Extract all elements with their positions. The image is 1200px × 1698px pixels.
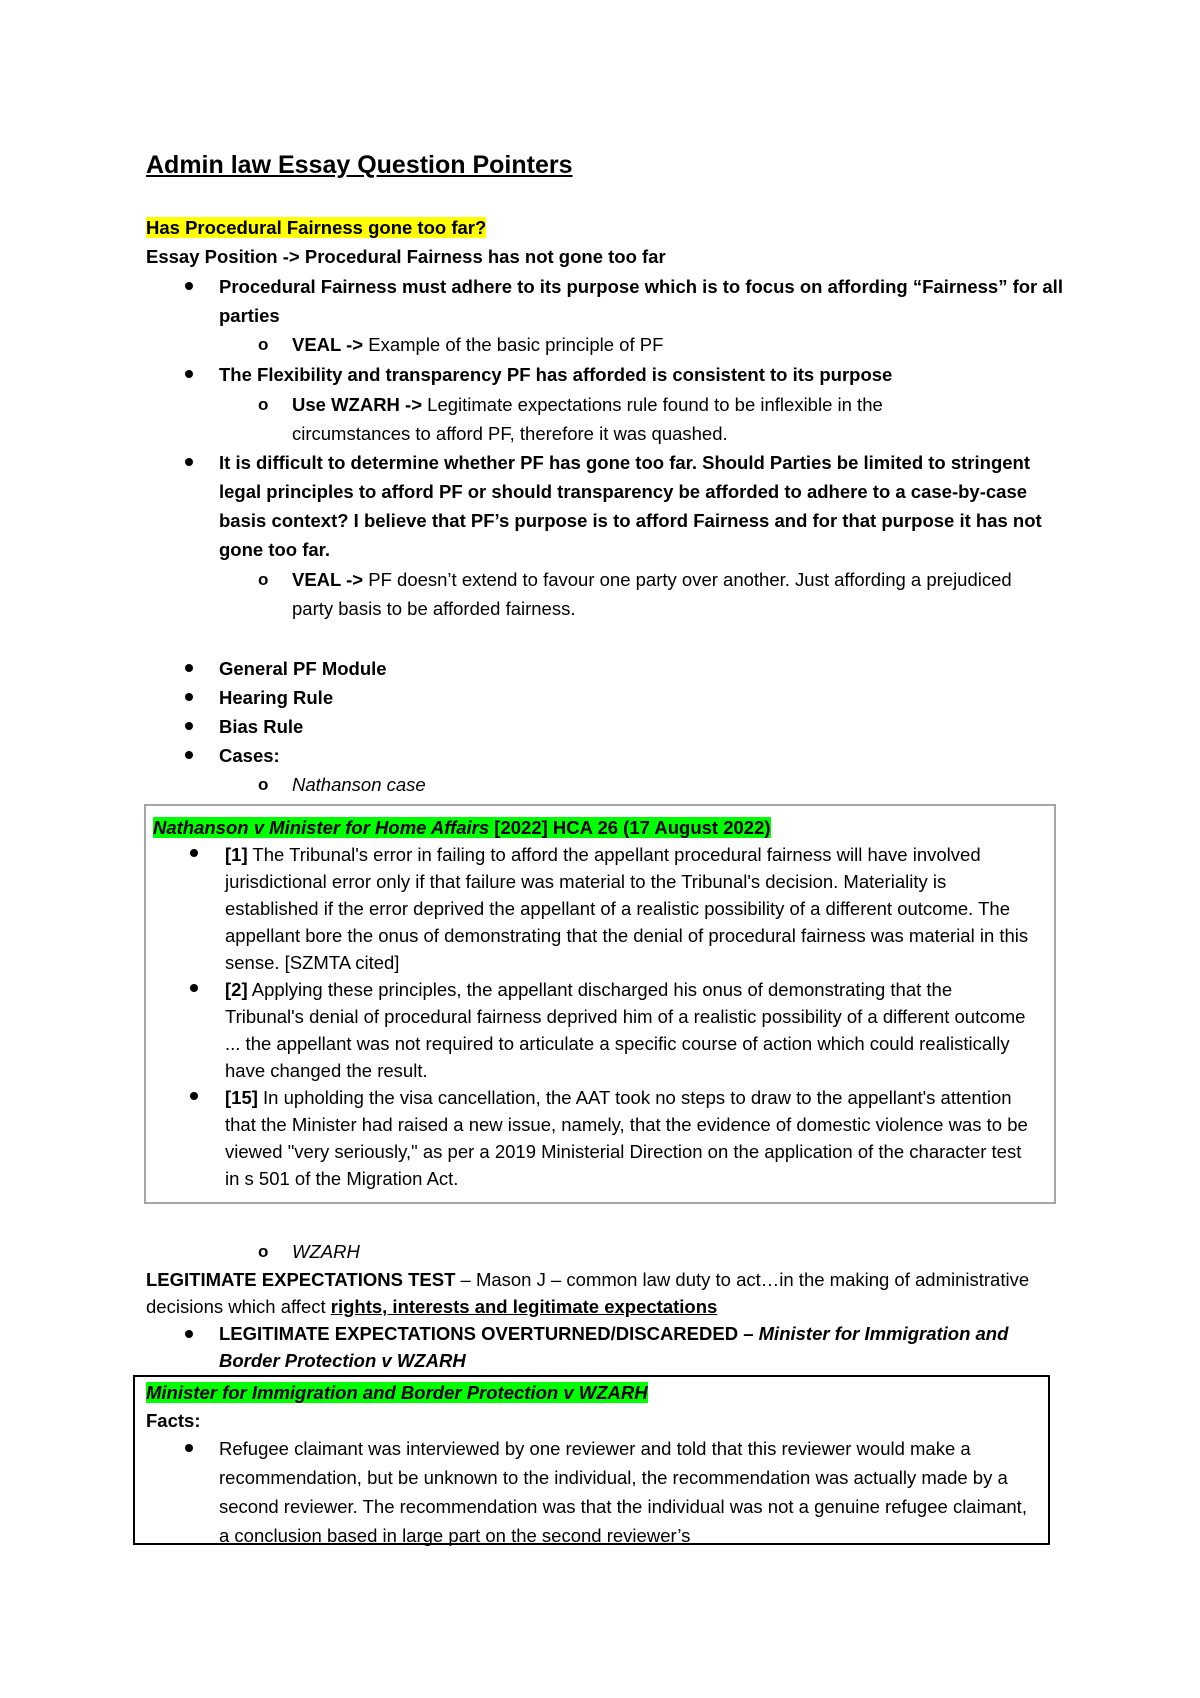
nathanson-heading-title: Nathanson v Minister for Home Affairs <box>153 817 490 838</box>
case-1-label: Nathanson case <box>292 774 426 795</box>
bullet-icon <box>190 984 198 992</box>
wzarh-heading-text: Minister for Immigration and Border Protection v WZARH <box>146 1382 648 1403</box>
nathanson-item-1-num: [1] <box>225 844 248 865</box>
legitimate-expectations-test <box>146 1266 1046 1320</box>
wzarh-facts-label: Facts: <box>146 1410 201 1431</box>
essay-question <box>146 213 486 242</box>
point-3-sub-lead: VEAL -> <box>292 569 364 590</box>
bullet-icon <box>185 1444 193 1452</box>
wzarh-heading <box>146 1379 648 1406</box>
nathanson-item-3-num: [15] <box>225 1087 258 1108</box>
point-1: Procedural Fairness must adhere to its purpose which is to focus on affording “Fairness” for all parties <box>219 276 1063 326</box>
le-test-text: – Mason J – common law duty to act…in the making of administrative decisions which affect <box>146 1269 1030 1317</box>
point-2-sub-lead: Use WZARH -> <box>292 394 423 415</box>
bullet-icon <box>190 1092 198 1100</box>
nathanson-heading-citation: [2022] HCA 26 (17 August 2022) <box>489 817 771 838</box>
nathanson-item-2-num: [2] <box>225 979 248 1000</box>
circle-bullet-icon: o <box>258 775 269 794</box>
point-1-sub-lead: VEAL -> <box>292 334 364 355</box>
le-overturned-case: Minister for Immigration and Border Protection v WZARH <box>219 1323 1009 1371</box>
bullet-icon <box>185 458 193 466</box>
point-2-sub-text: Legitimate expectations rule found to be inflexible in the circumstances to afford PF, therefore it was quashed. <box>292 394 883 444</box>
page-title: Admin law Essay Question Pointers <box>146 151 573 179</box>
circle-bullet-icon: o <box>258 570 269 589</box>
nathanson-item-1 <box>225 841 1035 976</box>
bullet-icon <box>185 664 193 672</box>
circle-bullet-icon: o <box>258 395 269 414</box>
point-3: It is difficult to determine whether PF has gone too far. Should Parties be limited to stringent legal principles to afford PF or should transparency be afforded to adhere to a case-by-case basis context? I believe that PF’s purpose is to afford Fairness and for that purpose it has not gone too far. <box>219 452 1042 560</box>
nathanson-heading <box>153 814 771 841</box>
bullet-icon <box>185 282 193 290</box>
circle-bullet-icon: o <box>258 1242 269 1261</box>
list-item: Hearing Rule <box>219 687 334 708</box>
essay-position: Essay Position -> Procedural Fairness has not gone too far <box>146 246 666 267</box>
point-3-sub <box>292 565 1012 623</box>
list-item: Bias Rule <box>219 716 304 737</box>
point-3-sub-text: PF doesn’t extend to favour one party over another. Just affording a prejudiced party basis to be afforded fairness. <box>292 569 1012 619</box>
nathanson-item-2-text: Applying these principles, the appellant discharged his onus of demonstrating that the Tribunal's denial of procedural fairness deprived him of a realistic possibility of a different outcome ... the appellant was not required to articulate a specific course of action which could realistically have changed the result. <box>225 979 1026 1081</box>
bullet-icon <box>190 849 198 857</box>
wzarh-facts-text: Refugee claimant was interviewed by one reviewer and told that this reviewer would make a recommendation, but be unknown to the individual, the recommendation was actually made by a second reviewer. The recommendation was that the individual was not a genuine refugee claimant, a conclusion based in large part on the second reviewer’s <box>219 1438 1027 1546</box>
nathanson-item-2 <box>225 976 1035 1084</box>
bullet-icon <box>185 751 193 759</box>
point-2-sub <box>292 390 972 448</box>
nathanson-item-3-text: In upholding the visa cancellation, the AAT took no steps to draw to the appellant's attention that the Minister had raised a new issue, namely, that the evidence of domestic violence was to be viewed "very seriously," as per a 2019 Ministerial Direction on the application of the character test in s 501 of the Migration Act. <box>225 1087 1028 1189</box>
point-1-sub-text: Example of the basic principle of PF <box>363 334 664 355</box>
list-item: General PF Module <box>219 658 387 679</box>
bullet-icon <box>185 722 193 730</box>
nathanson-item-1-text: The Tribunal's error in failing to afford the appellant procedural fairness will have involved jurisdictional error only if that failure was material to the Tribunal's decision. Materiality is established if the error deprived the appellant of a realistic possibility of a different outcome. The appellant bore the onus of demonstrating that the denial of procedural fairness was material in this sense. [SZMTA cited] <box>225 844 1029 973</box>
case-2-label: WZARH <box>292 1241 360 1262</box>
bullet-icon <box>185 693 193 701</box>
nathanson-item-3 <box>225 1084 1035 1192</box>
le-test-underlined: rights, interests and legitimate expectations <box>330 1296 718 1317</box>
le-overturned-lead: LEGITIMATE EXPECTATIONS OVERTURNED/DISCAREDED – <box>219 1323 759 1344</box>
legitimate-expectations-overturned <box>219 1320 1059 1374</box>
point-1-sub <box>292 330 1052 359</box>
bullet-icon <box>185 1330 193 1338</box>
point-2: The Flexibility and transparency PF has afforded is consistent to its purpose <box>219 364 893 385</box>
le-test-lead: LEGITIMATE EXPECTATIONS TEST <box>146 1269 456 1290</box>
list-item: Cases: <box>219 745 280 766</box>
bullet-icon <box>185 370 193 378</box>
circle-bullet-icon: o <box>258 335 269 354</box>
essay-question-text: Has Procedural Fairness gone too far? <box>146 217 487 238</box>
